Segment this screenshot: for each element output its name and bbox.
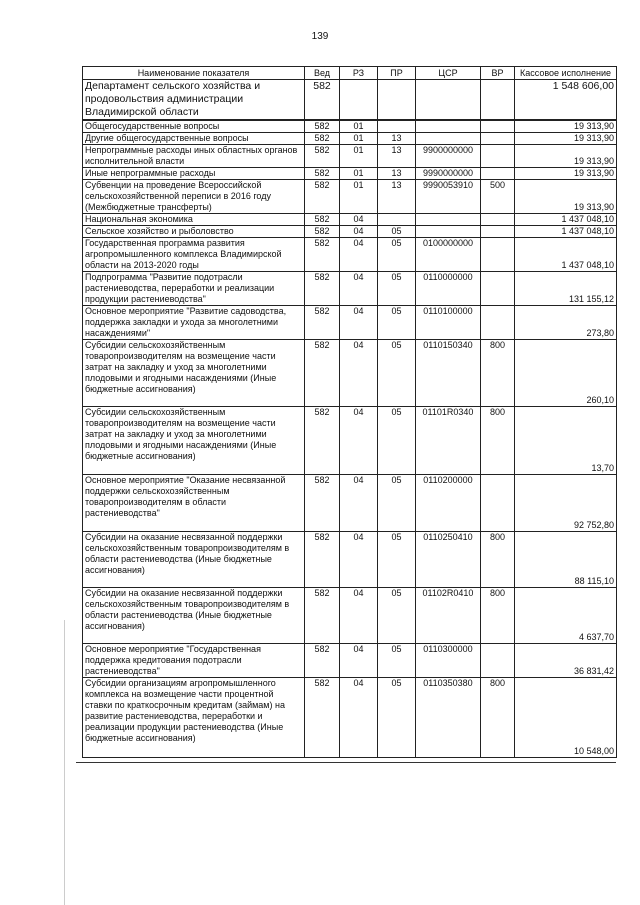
row-vr: 500	[481, 180, 515, 214]
row-pr	[378, 120, 416, 133]
row-name: Другие общегосударственные вопросы	[83, 133, 305, 145]
row-ved: 582	[305, 532, 340, 588]
row-rz: 04	[340, 272, 378, 306]
row-amount: 1 437 048,10	[515, 238, 617, 272]
table-row	[83, 532, 617, 588]
row-pr: 05	[378, 407, 416, 475]
table-row	[83, 588, 617, 644]
row-rz: 04	[340, 238, 378, 272]
row-name: Иные непрограммные расходы	[83, 168, 305, 180]
row-amount: 1 437 048,10	[515, 226, 617, 238]
table-row	[83, 238, 617, 272]
row-vr: 800	[481, 678, 515, 758]
row-vr	[481, 226, 515, 238]
page-number: 139	[311, 31, 329, 42]
row-csr: 0110150340	[416, 340, 481, 407]
row-vr	[481, 80, 515, 121]
row-name: Субсидии организациям агропромышленного комплекса на возмещение части процентной ставки по краткосрочным кредитам (займам) на развитие растениеводства, переработки и реализации продукции растениеводства (Иные бюджетные ассигнования)	[83, 678, 305, 758]
row-csr: 0110250410	[416, 532, 481, 588]
table-row	[83, 272, 617, 306]
row-vr: 800	[481, 407, 515, 475]
row-ved: 582	[305, 168, 340, 180]
row-vr	[481, 168, 515, 180]
row-rz: 04	[340, 475, 378, 532]
row-csr	[416, 80, 481, 121]
row-ved: 582	[305, 180, 340, 214]
row-rz: 01	[340, 168, 378, 180]
row-ved: 582	[305, 407, 340, 475]
row-csr: 0110000000	[416, 272, 481, 306]
row-ved: 582	[305, 238, 340, 272]
row-rz: 04	[340, 588, 378, 644]
row-pr: 13	[378, 133, 416, 145]
row-csr	[416, 120, 481, 133]
row-amount: 1 437 048,10	[515, 214, 617, 226]
row-csr: 0110100000	[416, 306, 481, 340]
col-header-ved: Вед	[305, 67, 340, 80]
row-rz: 04	[340, 340, 378, 407]
row-pr: 13	[378, 145, 416, 168]
row-ved: 582	[305, 678, 340, 758]
table-row	[83, 475, 617, 532]
table-bottom-rule	[76, 762, 616, 763]
table-row	[83, 214, 617, 226]
table-row	[83, 644, 617, 678]
row-vr	[481, 145, 515, 168]
table-row	[83, 168, 617, 180]
row-ved: 582	[305, 340, 340, 407]
row-name: Департамент сельского хозяйства и продовольствия администрации Владимирской области	[83, 80, 305, 121]
row-ved: 582	[305, 145, 340, 168]
row-name: Субсидии сельскохозяйственным товаропроизводителям на возмещение части затрат на закладку и уход за многолетними плодовыми и ягодными насаждениями (Иные бюджетные ассигнования)	[83, 340, 305, 407]
row-csr: 9900000000	[416, 145, 481, 168]
row-name: Подпрограмма "Развитие подотрасли растениеводства, переработки и реализации продукции растениеводства"	[83, 272, 305, 306]
row-csr: 0110350380	[416, 678, 481, 758]
row-amount: 92 752,80	[515, 475, 617, 532]
row-rz: 01	[340, 120, 378, 133]
row-name: Непрограммные расходы иных областных органов исполнительной власти	[83, 145, 305, 168]
row-vr: 800	[481, 340, 515, 407]
row-pr: 05	[378, 306, 416, 340]
row-amount: 1 548 606,00	[515, 80, 617, 121]
row-amount: 260,10	[515, 340, 617, 407]
row-rz: 04	[340, 532, 378, 588]
row-name: Субсидии на оказание несвязанной поддержки сельскохозяйственным товаропроизводителям в области растениеводства (Иные бюджетные ассигнования)	[83, 588, 305, 644]
row-amount: 36 831,42	[515, 644, 617, 678]
row-vr	[481, 133, 515, 145]
row-vr	[481, 214, 515, 226]
row-vr	[481, 238, 515, 272]
row-ved: 582	[305, 80, 340, 121]
row-name: Сельское хозяйство и рыболовство	[83, 226, 305, 238]
row-name: Государственная программа развития агропромышленного комплекса Владимирской области на 2013-2020 годы	[83, 238, 305, 272]
budget-table	[82, 66, 617, 758]
row-pr: 05	[378, 238, 416, 272]
row-amount: 19 313,90	[515, 133, 617, 145]
table-row	[83, 306, 617, 340]
table-row	[83, 80, 617, 121]
row-pr: 13	[378, 168, 416, 180]
row-csr	[416, 133, 481, 145]
page-edge-line	[64, 620, 65, 905]
row-pr: 05	[378, 678, 416, 758]
row-ved: 582	[305, 226, 340, 238]
row-amount: 19 313,90	[515, 180, 617, 214]
row-csr: 0110200000	[416, 475, 481, 532]
row-ved: 582	[305, 306, 340, 340]
row-name: Общегосударственные вопросы	[83, 120, 305, 133]
table-row	[83, 145, 617, 168]
col-header-pr: ПР	[378, 67, 416, 80]
row-vr	[481, 272, 515, 306]
row-csr: 01101R0340	[416, 407, 481, 475]
row-pr: 05	[378, 340, 416, 407]
row-name: Национальная экономика	[83, 214, 305, 226]
row-csr: 9990000000	[416, 168, 481, 180]
row-rz: 01	[340, 180, 378, 214]
table-header-row	[83, 67, 617, 80]
row-rz: 04	[340, 407, 378, 475]
row-rz: 04	[340, 306, 378, 340]
row-name: Субсидии сельскохозяйственным товаропроизводителям на возмещение части затрат на закладку и уход за многолетними плодовыми и ягодными насаждениями (Иные бюджетные ассигнования)	[83, 407, 305, 475]
table-row	[83, 180, 617, 214]
row-ved: 582	[305, 214, 340, 226]
row-pr: 05	[378, 588, 416, 644]
col-header-csr: ЦСР	[416, 67, 481, 80]
row-amount: 273,80	[515, 306, 617, 340]
row-pr: 05	[378, 272, 416, 306]
row-vr	[481, 306, 515, 340]
row-vr	[481, 644, 515, 678]
row-csr	[416, 226, 481, 238]
col-header-vr: ВР	[481, 67, 515, 80]
row-ved: 582	[305, 588, 340, 644]
table-row	[83, 226, 617, 238]
row-vr: 800	[481, 588, 515, 644]
table-row	[83, 133, 617, 145]
table-row	[83, 678, 617, 758]
row-rz: 01	[340, 145, 378, 168]
col-header-amount: Кассовое исполнение	[515, 67, 617, 80]
row-ved: 582	[305, 120, 340, 133]
row-vr: 800	[481, 532, 515, 588]
row-csr: 01102R0410	[416, 588, 481, 644]
row-amount: 131 155,12	[515, 272, 617, 306]
row-name: Субсидии на оказание несвязанной поддержки сельскохозяйственным товаропроизводителям в области растениеводства (Иные бюджетные ассигнования)	[83, 532, 305, 588]
row-ved: 582	[305, 133, 340, 145]
row-pr: 05	[378, 226, 416, 238]
row-ved: 582	[305, 272, 340, 306]
row-pr: 05	[378, 475, 416, 532]
row-amount: 19 313,90	[515, 120, 617, 133]
row-csr: 0110300000	[416, 644, 481, 678]
table-row	[83, 340, 617, 407]
row-name: Основное мероприятие "Оказание несвязанной поддержки сельскохозяйственным товаропроизводителям в области растениеводства"	[83, 475, 305, 532]
row-pr	[378, 214, 416, 226]
row-csr: 0100000000	[416, 238, 481, 272]
row-rz: 04	[340, 226, 378, 238]
row-pr: 05	[378, 532, 416, 588]
row-ved: 582	[305, 644, 340, 678]
row-amount: 13,70	[515, 407, 617, 475]
row-csr	[416, 214, 481, 226]
table-body	[83, 80, 617, 758]
row-amount: 19 313,90	[515, 168, 617, 180]
row-name: Основное мероприятие "Государственная поддержка кредитования подотрасли растениеводства"	[83, 644, 305, 678]
row-amount: 19 313,90	[515, 145, 617, 168]
row-pr	[378, 80, 416, 121]
row-amount: 88 115,10	[515, 532, 617, 588]
row-csr: 9990053910	[416, 180, 481, 214]
row-amount: 10 548,00	[515, 678, 617, 758]
row-name: Субвенции на проведение Всероссийской сельскохозяйственной переписи в 2016 году (Межбюджетные трансферты)	[83, 180, 305, 214]
row-rz	[340, 80, 378, 121]
table-row	[83, 120, 617, 133]
row-amount: 4 637,70	[515, 588, 617, 644]
table-row	[83, 407, 617, 475]
row-rz: 04	[340, 214, 378, 226]
col-header-rz: РЗ	[340, 67, 378, 80]
row-rz: 04	[340, 678, 378, 758]
row-ved: 582	[305, 475, 340, 532]
row-rz: 04	[340, 644, 378, 678]
row-vr	[481, 120, 515, 133]
row-pr: 05	[378, 644, 416, 678]
row-name: Основное мероприятие "Развитие садоводства, поддержка закладки и ухода за многолетними насаждениями"	[83, 306, 305, 340]
row-pr: 13	[378, 180, 416, 214]
col-header-name: Наименование показателя	[83, 67, 305, 80]
row-rz: 01	[340, 133, 378, 145]
row-vr	[481, 475, 515, 532]
